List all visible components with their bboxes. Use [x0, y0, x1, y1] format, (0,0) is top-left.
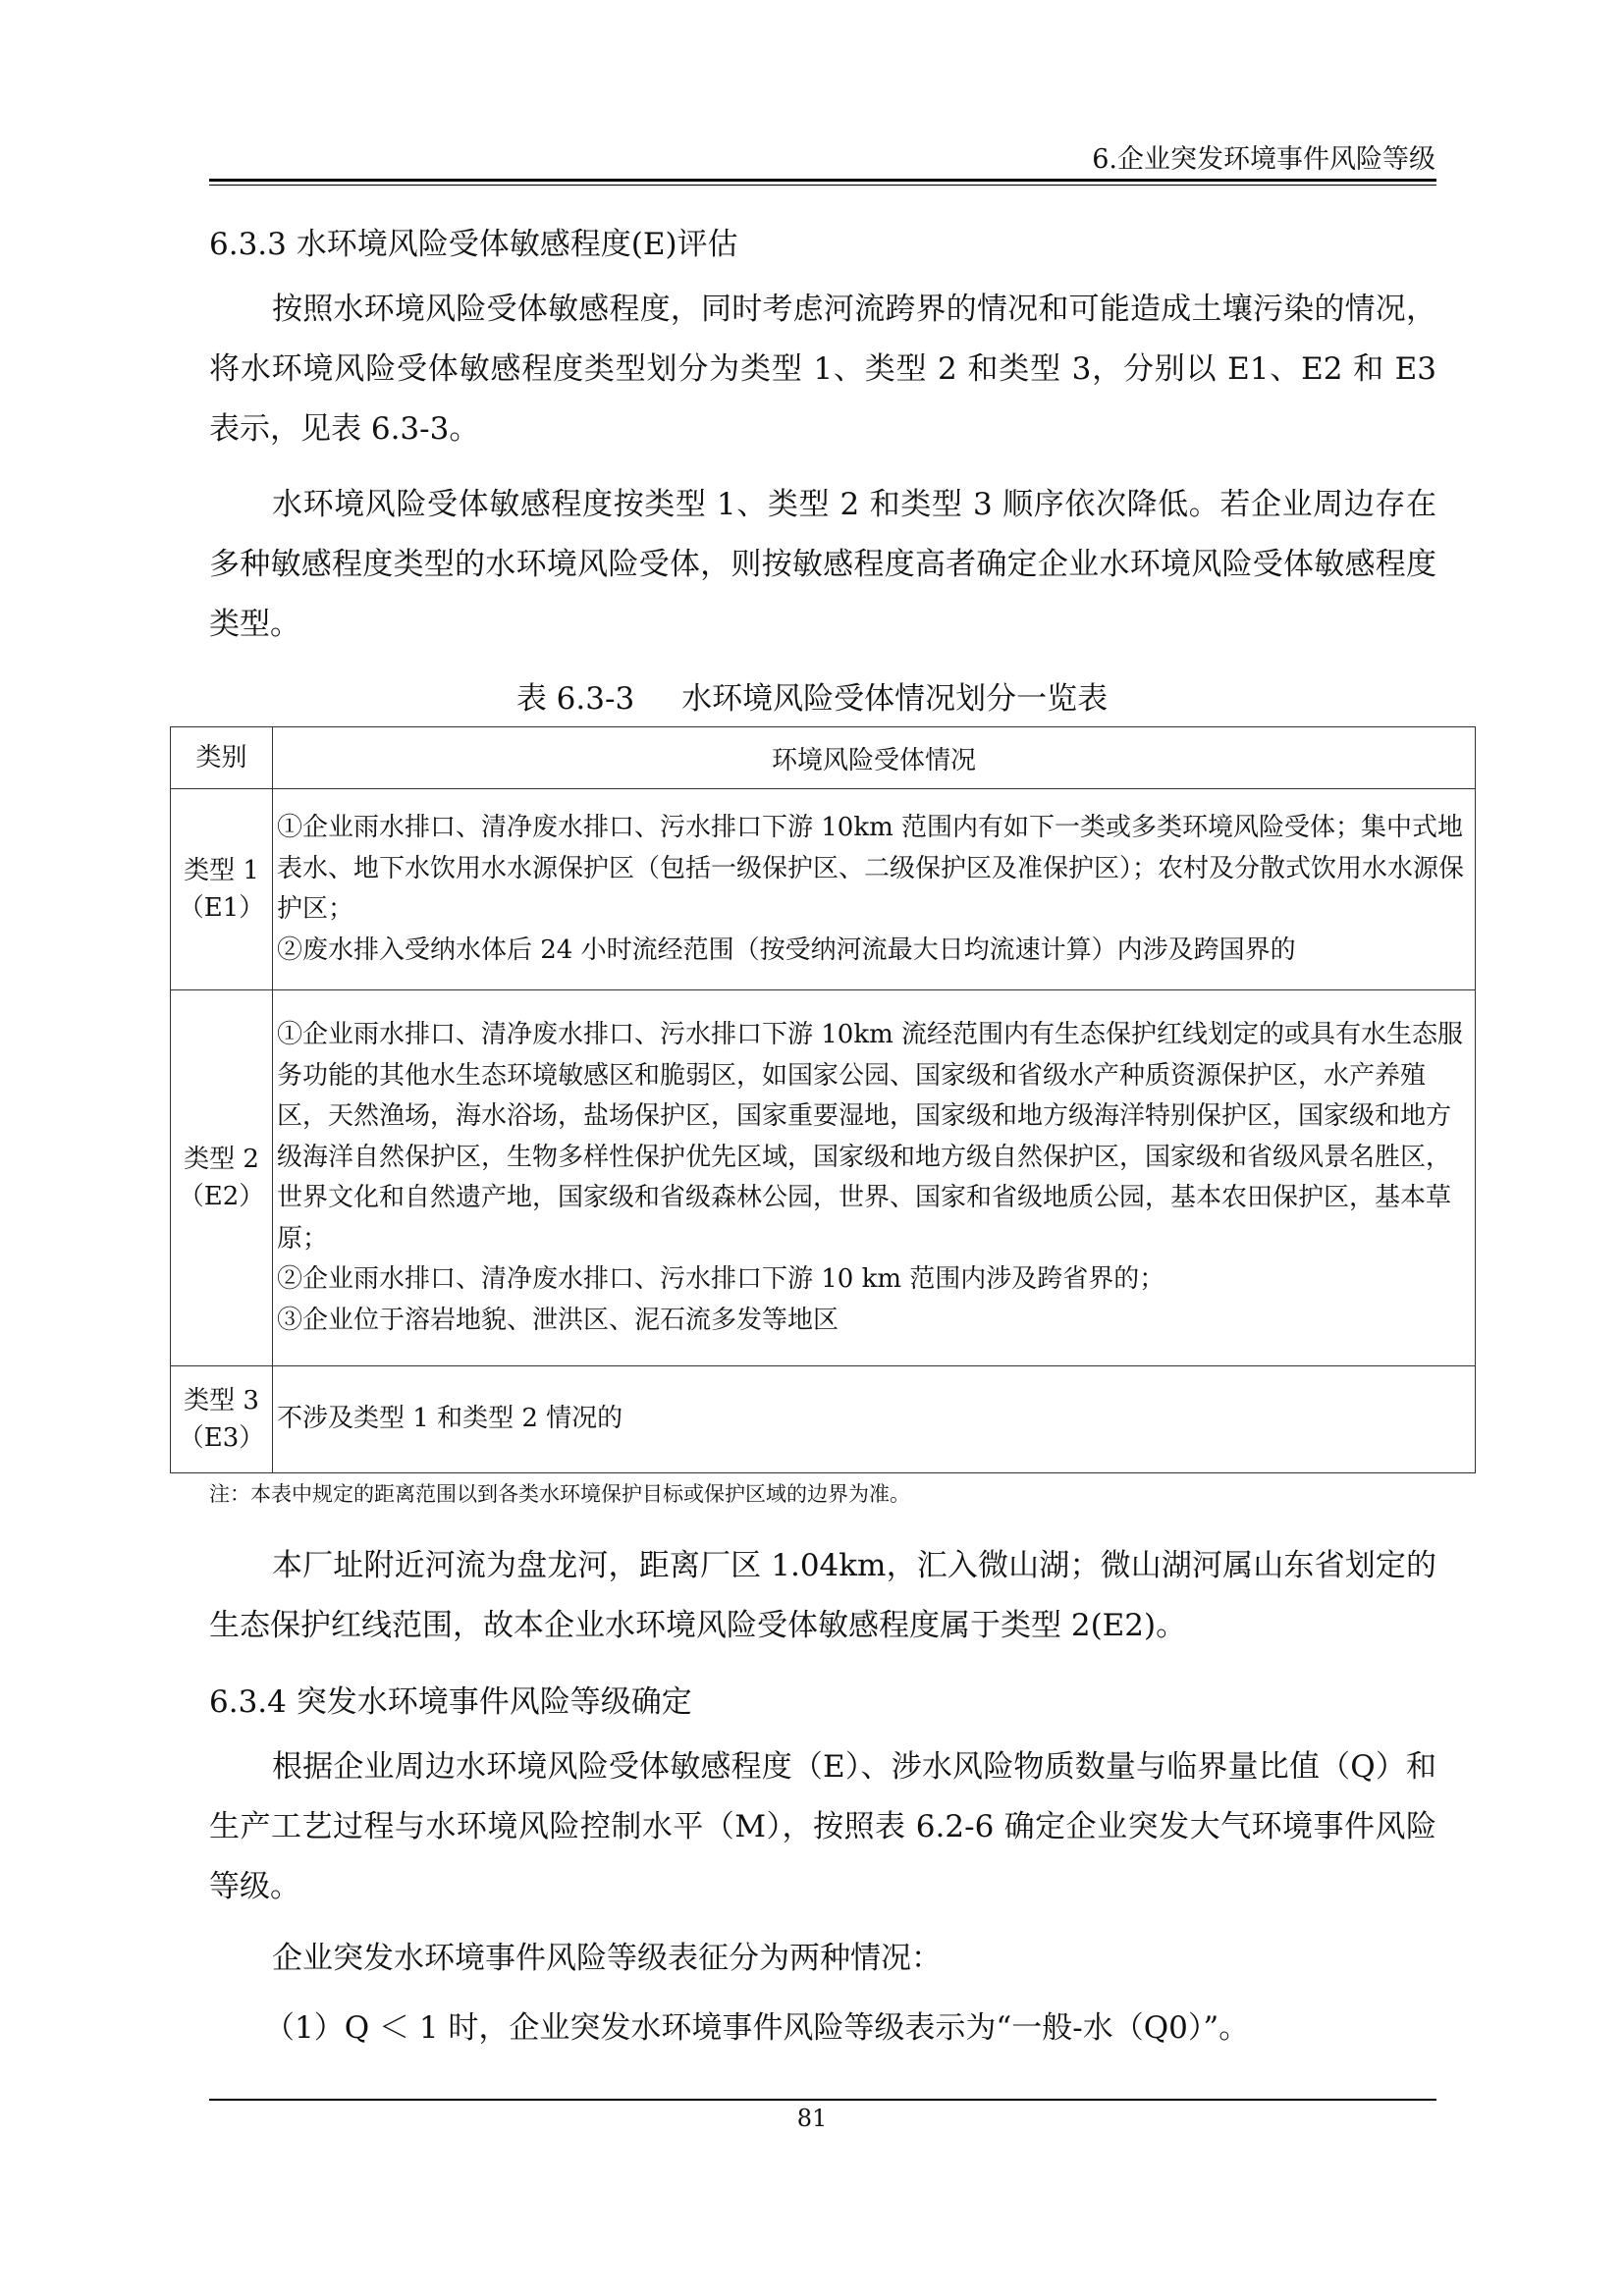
description-cell	[273, 1366, 1476, 1473]
running-header: 6.企业突发环境事件风险等级	[1092, 144, 1435, 175]
description-line: ②企业雨水排口、清净废水排口、污水排口下游 10 km 范围内涉及跨省界的；	[277, 1264, 1165, 1294]
description-line: ③企业位于溶岩地貌、泄洪区、泥石流多发等地区	[277, 1305, 839, 1335]
description-line: ①企业雨水排口、清净废水排口、污水排口下游 10km 流经范围内有生态保护红线划定的或具有水生态服务功能的其他水生态环境敏感区和脆弱区，如国家公园、国家级和省级水产种质资源保护区，水产养殖区，天然渔场，海水浴场，盐场保护区，国家重要湿地，国家级和地方级海洋特别保护区，国家级和地方级海洋自然保护区，生物多样性保护优先区域，国家级和地方级自然保护区，国家级和省级风景名胜区，世界文化和自然遗产地，国家级和省级森林公园，世界、国家和省级地质公园，基本农田保护区，基本草原；	[277, 1020, 1464, 1254]
table-row-e1	[171, 789, 1476, 990]
paragraph: 企业突发水环境事件风险等级表征分为两种情况：	[272, 1941, 942, 1976]
paragraph: 按照水环境风险受体敏感程度，同时考虑河流跨界的情况和可能造成土壤污染的情况，将水环境风险受体敏感程度类型划分为类型 1、类型 2 和类型 3，分别以 E1、E2 和 E3 表示，见表 6.3-3。	[209, 292, 1436, 447]
description-line: ②废水排入受纳水体后 24 小时流经范围（按受纳河流最大日均流速计算）内涉及跨国界的	[277, 934, 1296, 965]
type-code: （E3）	[178, 1423, 265, 1453]
table-header-row	[171, 727, 1476, 789]
risk-receptor-table	[170, 726, 1476, 1473]
section-heading-6-3-4: 6.3.4 突发水环境事件风险等级确定	[209, 1684, 692, 1720]
table-row-e2	[171, 990, 1476, 1366]
paragraph: （1）Q ＜ 1 时，企业突发水环境事件风险等级表示为“一般-水（Q0）”。	[264, 2010, 1250, 2046]
description-line: ①企业雨水排口、清净废水排口、污水排口下游 10km 范围内有如下一类或多类环境风险受体；集中式地表水、地下水饮用水水源保护区（包括一级保护区、二级保护区及准保护区）；农村及分散式饮用水水源保护区；	[277, 813, 1465, 924]
table-caption-title: 水环境风险受体情况划分一览表	[681, 681, 1109, 717]
header-cell-category: 类别	[171, 727, 273, 789]
paragraph: 本厂址附近河流为盘龙河，距离厂区 1.04km，汇入微山湖；微山湖河属山东省划定的生态保护红线范围，故本企业水环境风险受体敏感程度属于类型 2(E2)。	[209, 1548, 1436, 1643]
type-cell	[171, 789, 273, 990]
type-cell	[171, 990, 273, 1366]
page-number: 81	[796, 2105, 828, 2132]
type-code: （E1）	[178, 893, 265, 923]
paragraph: 根据企业周边水环境风险受体敏感程度（E）、涉水风险物质数量与临界量比值（Q）和生产工艺过程与水环境风险控制水平（M），按照表 6.2-6 确定企业突发大气环境事件风险等级。	[209, 1749, 1436, 1904]
type-label: 类型 2	[184, 1145, 259, 1174]
paragraph: 水环境风险受体敏感程度按类型 1、类型 2 和类型 3 顺序依次降低。若企业周边存在多种敏感程度类型的水环境风险受体，则按敏感程度高者确定企业水环境风险受体敏感程度类型。	[209, 487, 1436, 642]
header-rule-thin	[209, 185, 1436, 186]
header-rule	[209, 179, 1436, 182]
description-cell	[273, 789, 1476, 990]
description-cell	[273, 990, 1476, 1366]
footer-rule	[209, 2099, 1436, 2101]
type-label: 类型 3	[184, 1386, 259, 1415]
section-heading-6-3-3: 6.3.3 水环境风险受体敏感程度(E)评估	[209, 227, 738, 262]
header-cell-description: 环境风险受体情况	[273, 727, 1476, 789]
type-code: （E2）	[178, 1182, 265, 1211]
description-line: 不涉及类型 1 和类型 2 情况的	[277, 1404, 623, 1434]
table-caption-number: 表 6.3-3	[515, 681, 635, 717]
type-cell	[171, 1366, 273, 1473]
table-caption	[0, 673, 1624, 718]
type-label: 类型 1	[184, 856, 259, 885]
table-row-e3	[171, 1366, 1476, 1473]
table-note: 注：本表中规定的距离范围以到各类水环境保护目标或保护区域的边界为准。	[209, 1482, 910, 1506]
